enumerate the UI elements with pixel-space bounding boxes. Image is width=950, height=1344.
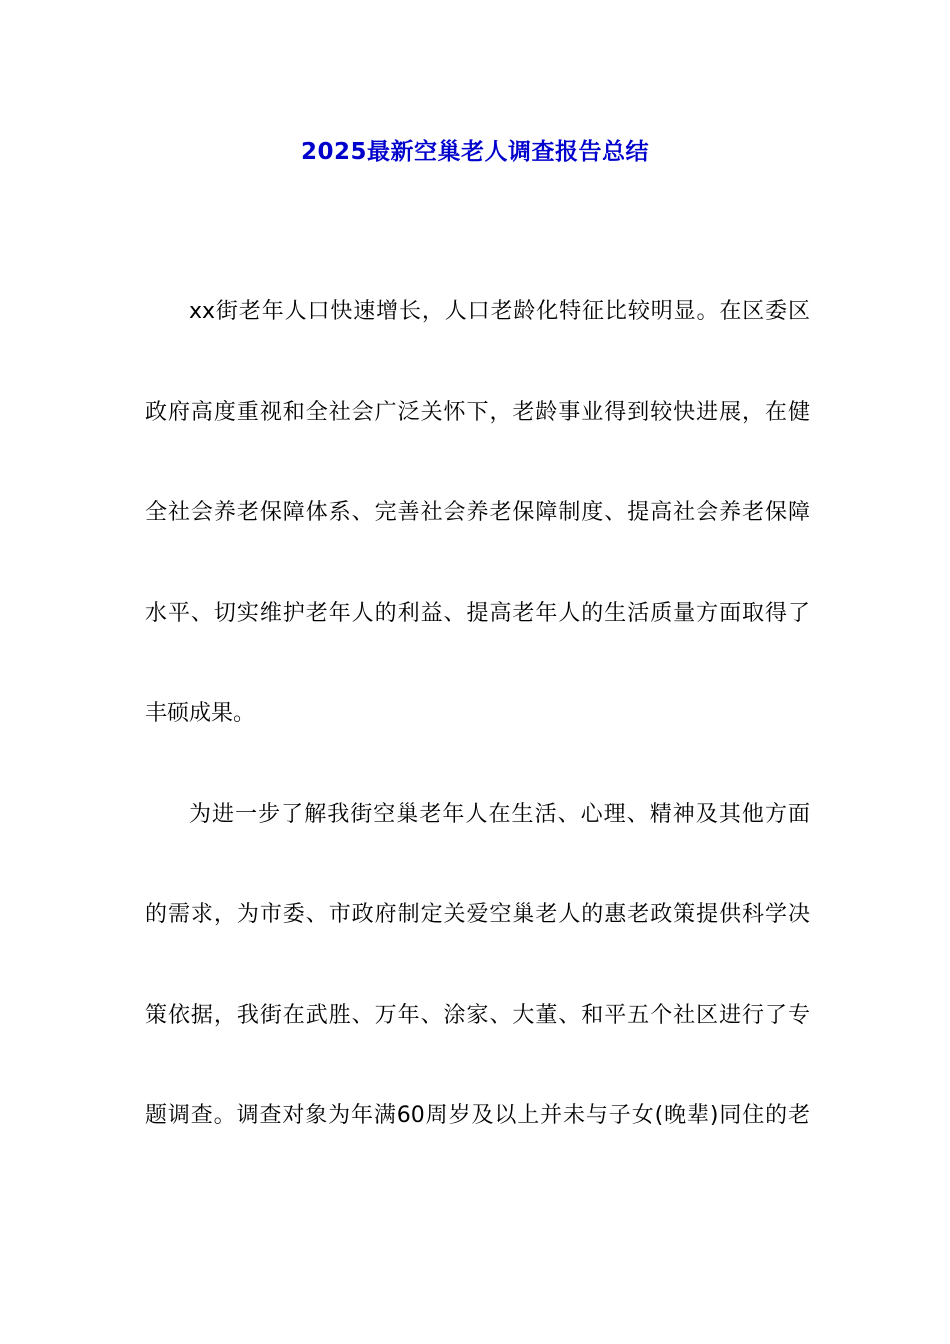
paragraph-2-line-1: 为进一步了解我街空巢老年人在生活、心理、精神及其他方面 <box>189 801 810 827</box>
paragraph-2-line-2: 的需求，为市委、市政府制定关爱空巢老人的惠老政策提供科学决 <box>145 902 810 927</box>
paragraph-1-line-4: 水平、切实维护老年人的利益、提高老年人的生活质量方面取得了 <box>145 600 810 626</box>
paragraph-1-line-2: 政府高度重视和全社会广泛关怀下，老龄事业得到较快进展，在健 <box>145 399 810 425</box>
paragraph-1-line-1: xx街老年人口快速增长，人口老龄化特征比较明显。在区委区 <box>189 299 810 324</box>
paragraph-1-line-3: 全社会养老保障体系、完善社会养老保障制度、提高社会养老保障 <box>145 500 810 525</box>
document-title: 2025最新空巢老人调查报告总结 <box>300 139 649 165</box>
paragraph-1-line-5: 丰硕成果。 <box>145 701 256 726</box>
document-body <box>145 297 810 1202</box>
paragraph-2-line-3: 策依据，我街在武胜、万年、涂家、大董、和平五个社区进行了专 <box>145 1002 810 1028</box>
paragraph-2-line-4: 题调查。调查对象为年满60周岁及以上并未与子女(晚辈)同住的老 <box>145 1103 810 1128</box>
